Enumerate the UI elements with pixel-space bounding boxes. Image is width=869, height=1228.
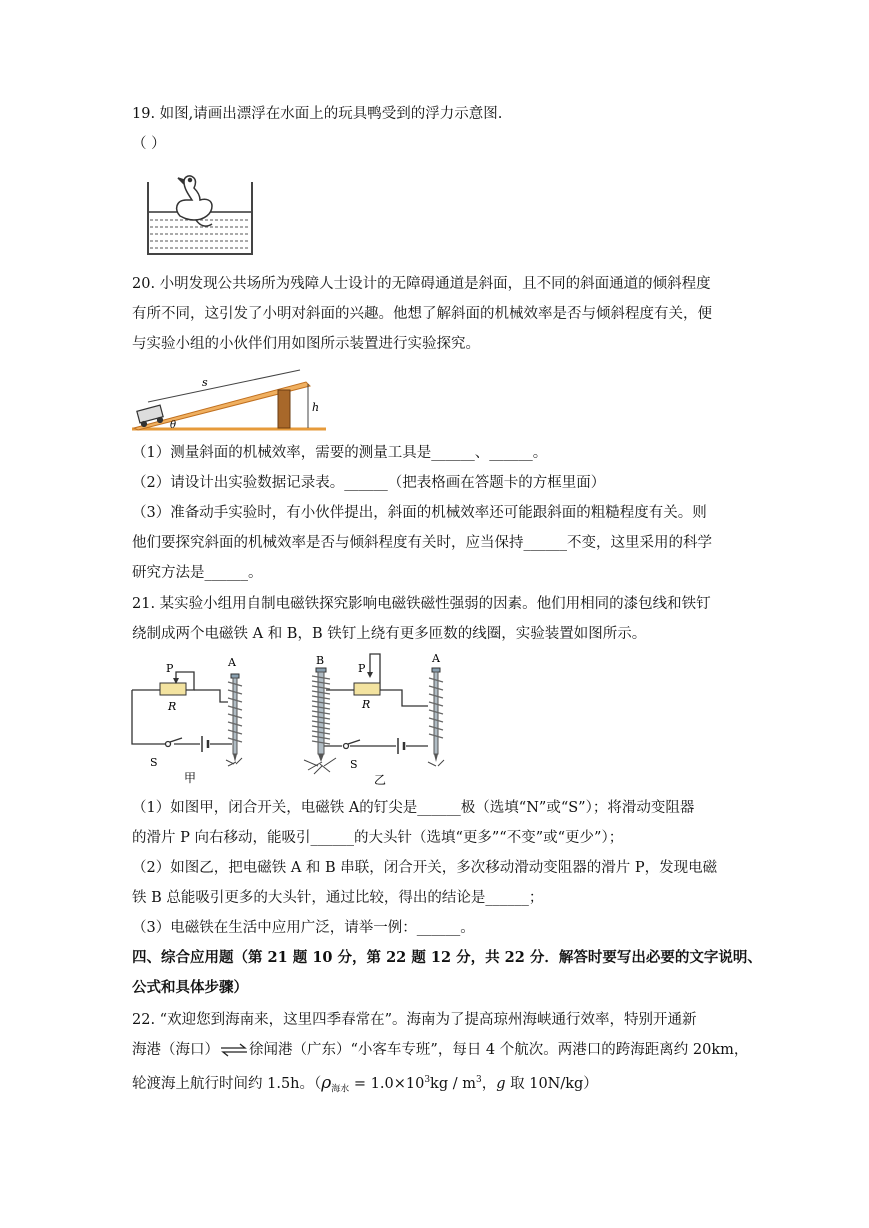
label-R: R	[168, 700, 177, 713]
circuit-jia	[128, 652, 258, 786]
q22-comma: ，	[481, 1075, 497, 1092]
label-R: R	[362, 698, 371, 711]
q20-line1: 20. 小明发现公共场所为残障人士设计的无障碍通道是斜面，且不同的斜面通道的倾斜程度	[132, 276, 711, 292]
label-h: h	[312, 401, 320, 414]
q20-sub2: （2）请设计出实验数据记录表。______（把表格画在答题卡的方框里面）	[132, 475, 606, 491]
q22-line2-end: 徐闻港（广东）“小客车专班”，每日 4 个航次。两港口的跨海距离约 20km，	[249, 1042, 749, 1058]
q19-answer-blank: （ ）	[132, 136, 166, 152]
g-symbol: g	[496, 1075, 506, 1092]
q22-line3-start: 轮渡海上航行时间约 1.5h。（	[132, 1075, 322, 1092]
switch-S	[344, 740, 361, 749]
s-dimension	[148, 370, 300, 402]
rho-value: = 1.0×10	[349, 1075, 425, 1092]
label-A: A	[432, 652, 440, 665]
label-theta: θ	[170, 420, 177, 431]
q20-line3: 与实验小组的小伙伴们用如图所示装置进行实验探究。	[132, 336, 480, 352]
circuit-yi	[296, 648, 456, 788]
label-S: S	[150, 756, 158, 769]
support-block	[278, 390, 290, 428]
electromagnet-A	[428, 668, 444, 766]
duck-figure	[140, 170, 260, 258]
slider-P-arrow	[367, 672, 373, 678]
rho-symbol: ρ	[321, 1072, 332, 1093]
q22-line2	[132, 1040, 749, 1060]
q19-text: 19. 如图,请画出漂浮在水面上的玩具鸭受到的浮力示意图.	[132, 106, 503, 122]
q22-line3-end: 取 10N/kg）	[505, 1075, 598, 1092]
q21-sub1a: （1）如图甲，闭合开关，电磁铁 A的钉尖是______极（选填“N”或“S”）；将滑动变阻器	[132, 800, 695, 816]
label-P: P	[166, 662, 174, 675]
q22-line2-start: 海港（海口）	[132, 1042, 219, 1058]
label-S: S	[350, 758, 358, 771]
rho-exponent: 3	[424, 1075, 431, 1085]
section4-heading-line2: 公式和具体步骤）	[132, 979, 248, 996]
label-P: P	[358, 662, 366, 675]
switch-S	[166, 738, 183, 747]
rho-subscript: 海水	[331, 1084, 350, 1095]
label-s: s	[202, 376, 208, 389]
q20-line2: 有所不同，这引发了小明对斜面的兴趣。他想了解斜面的机械效率是否与倾斜程度有关，便	[132, 306, 712, 322]
q21-sub2b: 铁 B 总能吸引更多的大头针，通过比较，得出的结论是______；	[132, 890, 544, 906]
q21-sub3: （3）电磁铁在生活中应用广泛，请举一例：______。	[132, 920, 475, 936]
label-yi: 乙	[374, 773, 387, 787]
rheostat-R	[354, 683, 380, 695]
equilibrium-arrow-icon	[219, 1043, 249, 1057]
section4-heading-line1: 四、综合应用题（第 21 题 10 分，第 22 题 12 分，共 22 分．解答时要写出必要的文字说明、	[132, 949, 762, 966]
q20-sub1: （1）测量斜面的机械效率，需要的测量工具是______、______。	[132, 445, 548, 461]
electromagnet-B	[304, 668, 336, 774]
incline-figure	[130, 368, 330, 436]
q21-sub2a: （2）如图乙，把电磁铁 A 和 B 串联，闭合开关，多次移动滑动变阻器的滑片 P，发现电磁	[132, 860, 718, 876]
electromagnet-A	[226, 674, 242, 766]
q21-line1: 21. 某实验小组用自制电磁铁探究影响电磁铁磁性强弱的因素。他们用相同的漆包线和铁钉	[132, 596, 711, 612]
label-A: A	[228, 656, 236, 669]
q22-line3	[132, 1070, 742, 1100]
q20-sub3c: 研究方法是______。	[132, 565, 263, 581]
battery	[202, 736, 208, 752]
rho-unit-exponent: 3	[475, 1075, 482, 1085]
toy-duck	[177, 176, 212, 226]
label-B: B	[316, 654, 325, 667]
q20-sub3b: 他们要探究斜面的机械效率是否与倾斜程度有关时，应当保持______不变，这里采用的科学	[132, 535, 712, 551]
label-jia: 甲	[184, 771, 197, 785]
rho-unit: kg / m	[430, 1075, 476, 1092]
q21-sub1b: 的滑片 P 向右移动，能吸引______的大头针（选填“更多”“不变”或“更少”）；	[132, 830, 624, 846]
q22-line1: 22. “欢迎您到海南来，这里四季春常在”。海南为了提高琼州海峡通行效率，特别开通新	[132, 1012, 697, 1028]
q21-line2: 绕制成两个电磁铁 A 和 B，B 铁钉上绕有更多匝数的线圈，实验装置如图所示。	[132, 626, 647, 642]
battery	[398, 738, 404, 754]
rheostat-R	[160, 683, 186, 695]
q20-sub3a: （3）准备动手实验时，有小伙伴提出，斜面的机械效率还可能跟斜面的粗糙程度有关。则	[132, 505, 707, 521]
